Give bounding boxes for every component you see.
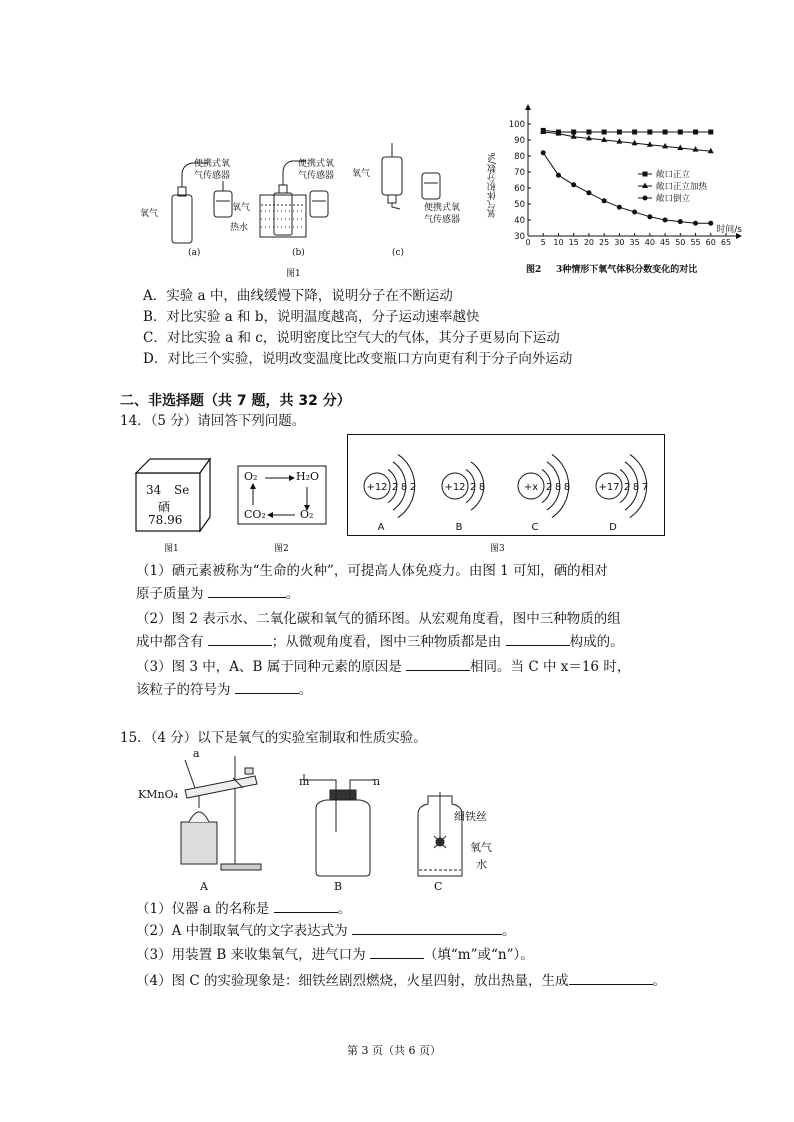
q14-p1b: 原子质量为 [136, 586, 204, 602]
y-tick-label: 100 [508, 120, 525, 130]
shell-electron-count: 2 [391, 482, 399, 493]
q13-option-d: D．对比三个实验，说明改变温度比改变瓶口方向更有利于分子向外运动 [143, 351, 573, 367]
x-tick-label: 25 [599, 238, 610, 247]
label-n: n [373, 775, 381, 788]
data-point-circle [632, 210, 637, 215]
y-tick-label: 40 [514, 216, 525, 226]
data-point-square [678, 130, 683, 135]
q15-p4b: 。 [652, 973, 667, 989]
y-tick-label: 50 [514, 200, 525, 210]
fig1-b-sensor-label: 便携式氧 气传感器 [298, 159, 335, 181]
series-line [543, 132, 711, 151]
q14-blank-1[interactable] [208, 583, 286, 598]
shell-electron-count: 2 [623, 482, 631, 493]
q13-option-c: C．对比实验 a 和 c，说明密度比空气大的气体，其分子更易向下运动 [143, 330, 560, 346]
label-a: a [193, 747, 200, 760]
fig2-caption-number: 图2 [526, 265, 542, 275]
q14-p1a: （1）硒元素被称为“生命的火种”，可提高人体免疫力。由图 1 可知，硒的相对 [136, 563, 608, 579]
data-point-square [602, 130, 607, 135]
atom-label: D [609, 522, 617, 533]
data-point-triangle [586, 135, 592, 141]
q14-blank-4[interactable] [406, 656, 470, 671]
q14-fig3-caption: 图3 [490, 544, 505, 554]
label-kmno4: KMnO₄ [138, 788, 178, 801]
fig1-b-hotwater-label: 热水 [230, 223, 249, 233]
label-water: 水 [476, 858, 487, 871]
y-tick-label: 90 [514, 136, 525, 146]
q14-p3-line [136, 656, 630, 677]
shell-electron-count: 8 [478, 482, 486, 493]
x-tick-label: 20 [583, 238, 595, 247]
page-footer: 第 3 页（共 6 页） [347, 1044, 441, 1057]
q15-p1b: 。 [337, 901, 352, 917]
legend-label: 敞口倒立 [656, 194, 691, 204]
x-tick-label: 40 [644, 238, 655, 247]
fig1-c-sensor-label: 便携式氧 气传感器 [424, 203, 461, 225]
data-point-circle [647, 214, 652, 219]
data-point-triangle [632, 140, 638, 146]
nucleus-charge: +x [523, 482, 539, 493]
q14-p2a: （2）图 2 表示水、二氧化碳和氧气的循环图。从宏观角度看，图中三种物质的组 [136, 611, 621, 627]
shell-electron-count: 2 [409, 482, 417, 493]
atom-label: A [377, 522, 385, 533]
x-tick-label: 45 [659, 238, 671, 247]
legend-label: 敞口正立加热 [656, 182, 708, 192]
q15-p2a: （2）A 中制取氧气的文字表达式为 [136, 923, 348, 939]
atom-structures [347, 434, 665, 536]
cycle-o2-bottom: O₂ [300, 508, 314, 521]
data-point-square [647, 130, 652, 135]
q15-p2-line [136, 920, 515, 941]
q14-p3b: 相同。当 C 中 x＝16 时， [470, 659, 631, 675]
x-axis-label: 时间/s [716, 225, 742, 235]
label-B: B [334, 880, 343, 893]
cycle-co2: CO₂ [244, 508, 266, 521]
x-tick-label: 35 [629, 238, 640, 247]
shell-electron-count: 2 [545, 482, 553, 493]
data-point-circle [708, 221, 713, 226]
fig1-label-a: (a) [188, 248, 201, 258]
data-point-triangle [708, 148, 714, 154]
label-C: C [434, 880, 443, 893]
q15-blank-1[interactable] [274, 898, 338, 913]
q15-p3-line [136, 944, 534, 965]
data-point-triangle [601, 137, 607, 143]
nucleus-charge: +12 [444, 482, 466, 493]
x-tick-label: 10 [553, 238, 564, 247]
y-tick-label: 60 [514, 184, 525, 194]
fig1-b-oxygen-label: 氧气 [232, 203, 251, 213]
cycle-o2-top: O₂ [244, 470, 258, 483]
apparatus-C [410, 792, 470, 882]
chart-ylabel: 氧气体积分数/% [488, 152, 498, 218]
shell-electron-count: 8 [632, 482, 640, 493]
q14-p2d: 构成的。 [569, 634, 624, 650]
fig1-caption: 图1 [286, 269, 301, 279]
q14-p2c: ；从微观角度看，图中三种物质都是由 [271, 634, 502, 650]
atom-label: C [531, 522, 539, 533]
x-tick-label: 30 [614, 238, 625, 247]
apparatus-c [382, 143, 440, 209]
data-point-circle [556, 173, 561, 178]
label-oxygen: 氧气 [470, 841, 492, 854]
legend-marker [643, 172, 648, 177]
section-title: 二、非选择题（共 7 题，共 32 分） [120, 393, 351, 409]
data-point-circle [678, 219, 683, 224]
data-point-square [632, 130, 637, 135]
legend-label: 敞口正立 [656, 170, 691, 180]
fig1-a-oxygen-label: 氧气 [140, 209, 159, 219]
y-tick-label: 80 [514, 152, 525, 162]
q14-p3c: 该粒子的符号为 [136, 682, 231, 698]
q14-blank-5[interactable] [235, 679, 299, 694]
label-iron-wire: 细铁丝 [454, 810, 487, 823]
fig1-label-c: (c) [392, 248, 405, 258]
shell-electron-count: 7 [641, 482, 649, 493]
q15-title: 15．（4 分）以下是氧气的实验室制取和性质实验。 [120, 730, 427, 746]
nucleus-charge: +17 [598, 482, 620, 493]
data-point-triangle [662, 143, 668, 149]
x-tick-label: 5 [540, 238, 546, 247]
x-tick-label: 60 [705, 238, 716, 247]
element-symbol: Se [174, 483, 190, 497]
y-axis-arrow [525, 104, 531, 110]
q14-p2b: 成中都含有 [136, 634, 204, 650]
q15-p4a: （4）图 C 的实验现象是：细铁丝剧烈燃烧，火星四射，放出热量，生成 [136, 973, 569, 989]
q13-option-b: B．对比实验 a 和 b，说明温度越高，分子运动速率越快 [143, 309, 480, 325]
q14-p3a: （3）图 3 中，A、B 属于同种元素的原因是 [136, 659, 402, 675]
data-point-square [708, 130, 713, 135]
q15-blank-2[interactable] [352, 920, 502, 935]
q14-fig2-caption: 图2 [274, 544, 289, 554]
data-point-square [693, 130, 698, 135]
x-tick-label: 15 [568, 238, 579, 247]
apparatus-A [145, 748, 275, 880]
q13-option-a: A．实验 a 中，曲线缓慢下降，说明分子在不断运动 [143, 288, 453, 304]
y-tick-label: 30 [514, 232, 525, 242]
q14-title: 14．（5 分）请回答下列问题。 [120, 413, 306, 429]
label-m: m [299, 775, 310, 788]
element-name: 硒 [158, 500, 171, 514]
q15-p3b: （填“m”或“n”）。 [423, 947, 534, 963]
fig1-c-oxygen-label: 氧气 [352, 169, 371, 179]
data-point-square [617, 130, 622, 135]
x-tick-label: 55 [690, 238, 701, 247]
shell-electron-count: 8 [563, 482, 571, 493]
cycle-h2o: H₂O [296, 470, 320, 483]
q14-fig1-caption: 图1 [164, 544, 179, 554]
data-point-square [586, 130, 591, 135]
q15-p3a: （3）用装置 B 来收集氧气，进气口为 [136, 947, 366, 963]
legend-marker [642, 183, 648, 189]
fig2-caption-text: 3种情形下氧气体积分数变化的对比 [556, 265, 698, 275]
q15-blank-3[interactable] [370, 944, 424, 959]
atom-label: B [455, 522, 463, 533]
data-point-circle [541, 150, 546, 155]
x-tick-label: 50 [675, 238, 686, 247]
element-number: 34 [146, 483, 162, 497]
x-tick-label: 0 [525, 238, 531, 247]
legend-marker [643, 196, 648, 201]
series-line [543, 130, 711, 132]
data-point-circle [586, 190, 591, 195]
q14-p1c: 。 [285, 586, 300, 602]
data-point-triangle [677, 145, 683, 151]
q14-blank-3[interactable] [506, 631, 570, 646]
data-point-triangle [647, 141, 653, 147]
data-point-triangle [616, 138, 622, 144]
fig2-chart [500, 96, 770, 256]
shell-electron-count: 8 [400, 482, 408, 493]
q15-p2b: 。 [501, 923, 516, 939]
element-mass: 78.96 [148, 513, 183, 527]
data-point-circle [617, 205, 622, 210]
label-A: A [200, 880, 208, 893]
data-point-circle [571, 182, 576, 187]
data-point-circle [663, 218, 668, 223]
nucleus-charge: +12 [366, 482, 388, 493]
q15-p4-line [136, 970, 666, 991]
q15-p1-line [136, 898, 351, 919]
fig1-label-b: (b) [292, 248, 305, 258]
q15-p1a: （1）仪器 a 的名称是 [136, 901, 270, 917]
apparatus-B [300, 772, 380, 880]
q14-p1-line [136, 583, 299, 604]
y-tick-label: 70 [514, 168, 525, 178]
shell-electron-count: 8 [554, 482, 562, 493]
data-point-circle [602, 198, 607, 203]
data-point-square [663, 130, 668, 135]
q14-p3-line2 [136, 679, 312, 700]
q14-blank-2[interactable] [208, 631, 272, 646]
q15-blank-4[interactable] [569, 970, 653, 985]
fig1-a-sensor-label: 便携式氧 气传感器 [194, 159, 231, 181]
q14-p2-line [136, 631, 624, 652]
shell-electron-count: 2 [469, 482, 477, 493]
data-point-circle [693, 221, 698, 226]
data-point-triangle [693, 146, 699, 152]
x-tick-label: 65 [720, 238, 732, 247]
q14-p3d: 。 [298, 682, 313, 698]
